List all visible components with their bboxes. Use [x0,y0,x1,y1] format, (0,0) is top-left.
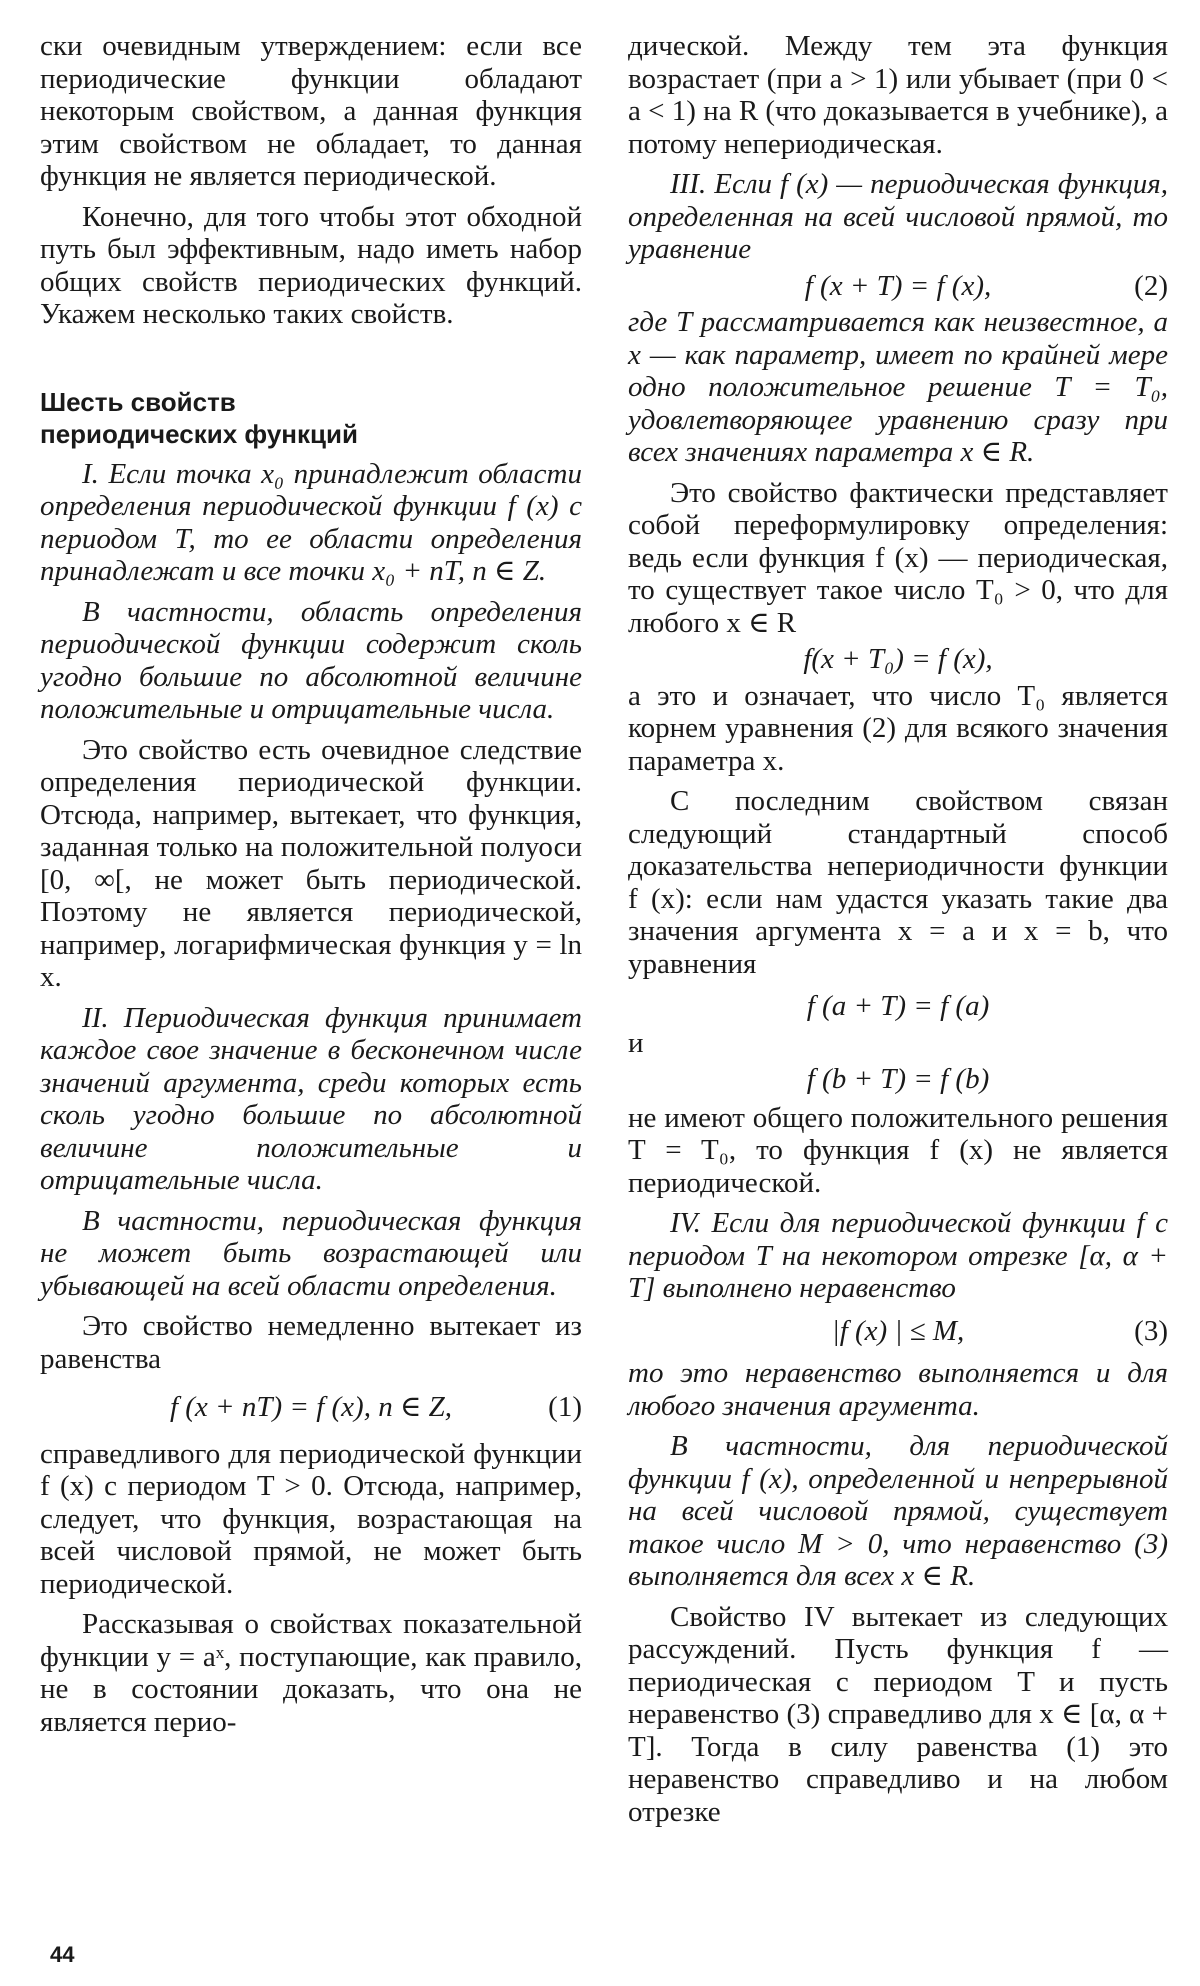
paragraph: С последним свойством связан следующий стандартный способ доказательства непериодичности функции f (x): если нам удастся указать такие два значения аргумента x = a и x = b, что уравнения [628,785,1168,980]
left-column [40,30,582,1738]
property-statement: III. Если f (x) — периодическая функция, определенная на всей числовой прямой, то уравнение [628,168,1168,265]
paragraph: В частности, для периодической функции f (x), определенной и непрерывной на всей числовой прямой, существует такое число M > 0, что неравенство (3) выполняется для всех x ∈ R. [628,1430,1168,1592]
paragraph: а это и означает, что число T₀ является корнем уравнения (2) для всякого значения параметра x. [628,679,1168,777]
paragraph: то это неравенство выполняется и для любого значения аргумента. [628,1357,1168,1422]
paragraph: справедливого для периодической функции f (x) с периодом T > 0. Отсюда, например, следует, что функция, возрастающая на всей числовой прямой, не может быть периодической. [40,1437,582,1600]
paragraph: дической. Между тем эта функция возрастает (при a > 1) или убывает (при 0 < a < 1) на R (что доказывается в учебнике), а потому непериодическая. [628,30,1168,160]
paragraph: Рассказывая о свойствах показательной функции y = aˣ, поступающие, как правило, не в состоянии доказать, что она не является перио- [40,1608,582,1738]
paragraph: Это свойство немедленно вытекает из равенства [40,1310,582,1375]
paragraph: В частности, периодическая функция не может быть возрастающей или убывающей на всей области определения. [40,1204,582,1302]
paragraph: не имеют общего положительного решения T = T₀, то функция f (x) не является периодической. [628,1101,1168,1199]
paragraph: ски очевидным утверждением: если все периодические функции обладают некоторым свойством, а данная функция этим свойством не обладает, то данная функция не является периодической. [40,30,582,192]
formula-1: f (x + nT) = f (x), n ∈ Z, (1) [169,1391,582,1423]
formula-2: f (x + T) = f (x), (2) [804,269,1168,302]
formula-t0: f(x + T₀) = f (x), [803,643,993,675]
formula-b: f (b + T) = f (b) [806,1063,990,1095]
formula-3: |f (x) | ≤ M, (3) [831,1314,1168,1347]
paragraph: Это свойство есть очевидное следствие определения периодической функции. Отсюда, например, вытекает, что функция, заданная только на положительной полуоси [0, ∞[, не может быть периодической. Поэтому не является периодической, например, логарифмическая функция y = ln x. [40,733,582,993]
property-statement: II. Периодическая функция принимает каждое свое значение в бесконечном числе значений аргумента, среди которых есть сколь угодно большие по абсолютной величине положительные и отрицательные числа. [40,1001,582,1196]
conjunction: и [628,1026,644,1059]
formula-a: f (a + T) = f (a) [806,990,990,1022]
property-statement: IV. Если для периодической функции f с периодом T на некотором отрезке [α, α + T] выполнено неравенство [628,1207,1168,1304]
right-column [628,30,1168,1828]
paragraph: где T рассматривается как неизвестное, а x — как параметр, имеет по крайней мере одно положительное решение T = T₀, удовлетворяющее уравнению сразу при всех значениях параметра x ∈ R. [628,306,1168,468]
page-number: 44 [50,1942,75,1967]
paragraph: Конечно, для того чтобы этот обходной путь был эффективным, надо иметь набор общих свойств периодических функций. Укажем несколько таких свойств. [40,200,582,330]
property-statement: I. Если точка x₀ принадлежит области определения периодической функции f (x) с периодом T, то ее области определения принадлежат и все точки x₀ + nT, n ∈ Z. [40,457,582,587]
paragraph: Свойство IV вытекает из следующих рассуждений. Пусть функция f — периодическая с периодом T и пусть неравенство (3) справедливо для x ∈ [α, α + T]. Тогда в силу равенства (1) это неравенство справедливо и на любом отрезке [628,1600,1168,1828]
paragraph: В частности, область определения периодической функции содержит сколь угодно большие по абсолютной величине положительные и отрицательные числа. [40,595,582,725]
section-heading: Шесть свойств периодических функций [40,386,358,449]
paragraph: Это свойство фактически представляет собой переформулировку определения: ведь если функция f (x) — периодическая, то существует такое число T₀ > 0, что для любого x ∈ R [628,476,1168,639]
